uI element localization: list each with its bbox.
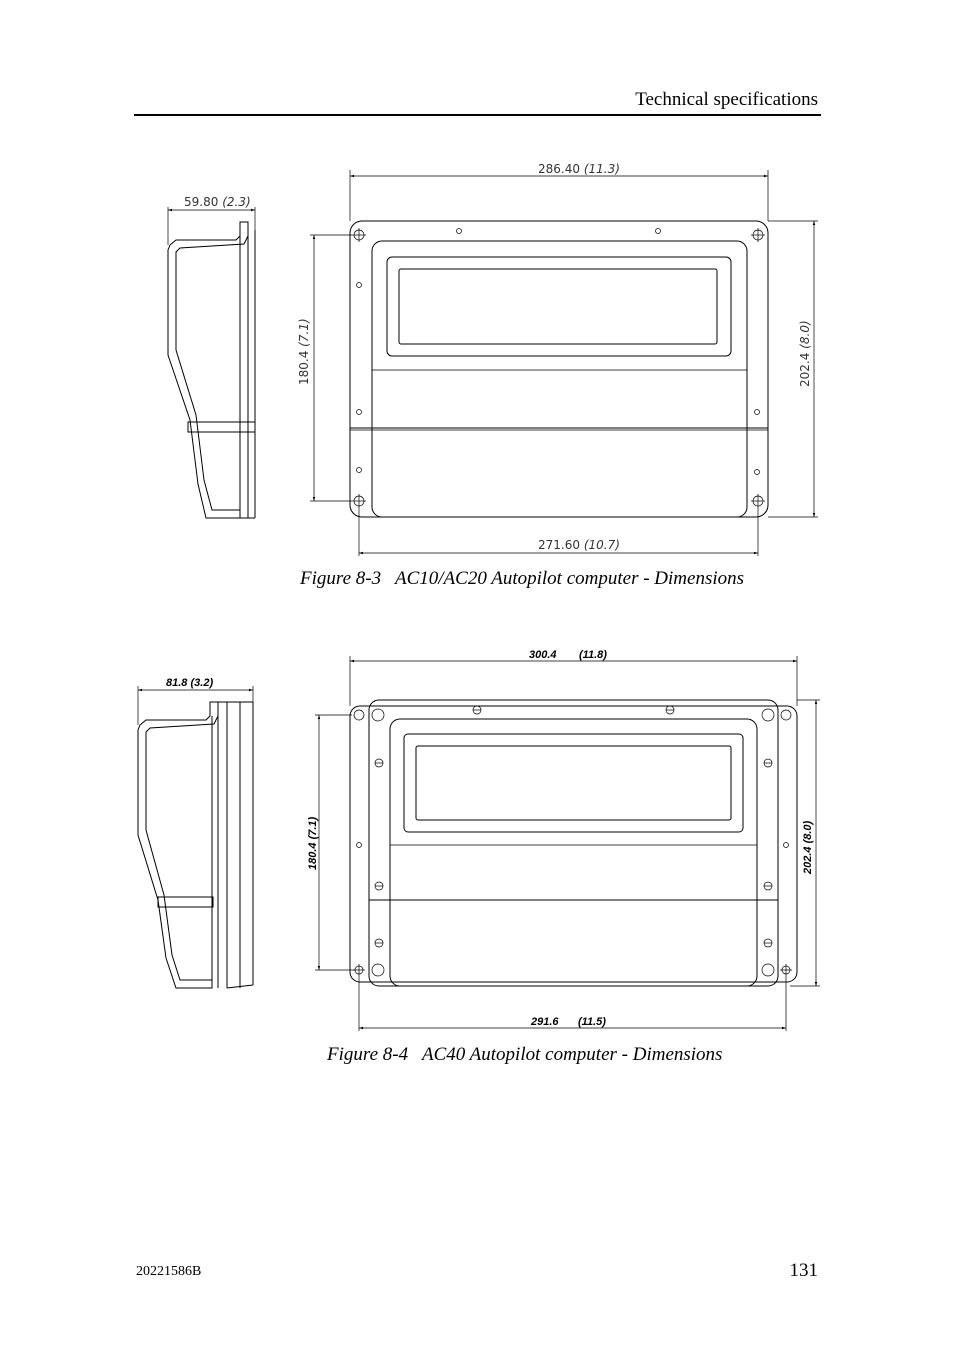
fig2-height-label: 202.4 (8.0)	[802, 820, 814, 874]
running-header: Technical specifications	[635, 89, 818, 110]
fig1-height-label: 202.4 (8.0)	[798, 320, 812, 387]
figure1-side-view	[168, 195, 255, 518]
fig2-hole-height-label: 180.4 (7.1)	[307, 816, 319, 870]
fig2-hole-width-in-label: (11.5)	[578, 1016, 606, 1028]
figure2-caption: Figure 8-4 AC40 Autopilot computer - Dimensions	[327, 1044, 723, 1065]
figure2-side-view	[138, 677, 253, 988]
fig1-hole-width-label: 271.60 (10.7)	[538, 538, 620, 552]
figure1-front-view	[297, 162, 818, 556]
figure1-caption: Figure 8-3 AC10/AC20 Autopilot computer - Dimensions	[300, 568, 745, 589]
fig1-hole-height-label: 180.4 (7.1)	[297, 318, 311, 385]
document-id: 20221586B	[136, 1264, 202, 1279]
fig2-width-label: 300.4	[529, 649, 557, 661]
fig1-depth-label: 59.80 (2.3)	[184, 195, 251, 209]
fig2-depth-label: 81.8 (3.2)	[166, 677, 214, 689]
fig1-width-label: 286.40 (11.3)	[538, 162, 620, 176]
page-number: 131	[789, 1260, 818, 1281]
fig2-hole-width-label: 291.6	[531, 1016, 559, 1028]
figure2-front-view	[307, 649, 820, 1031]
fig2-width-in-label: (11.8)	[579, 649, 607, 661]
